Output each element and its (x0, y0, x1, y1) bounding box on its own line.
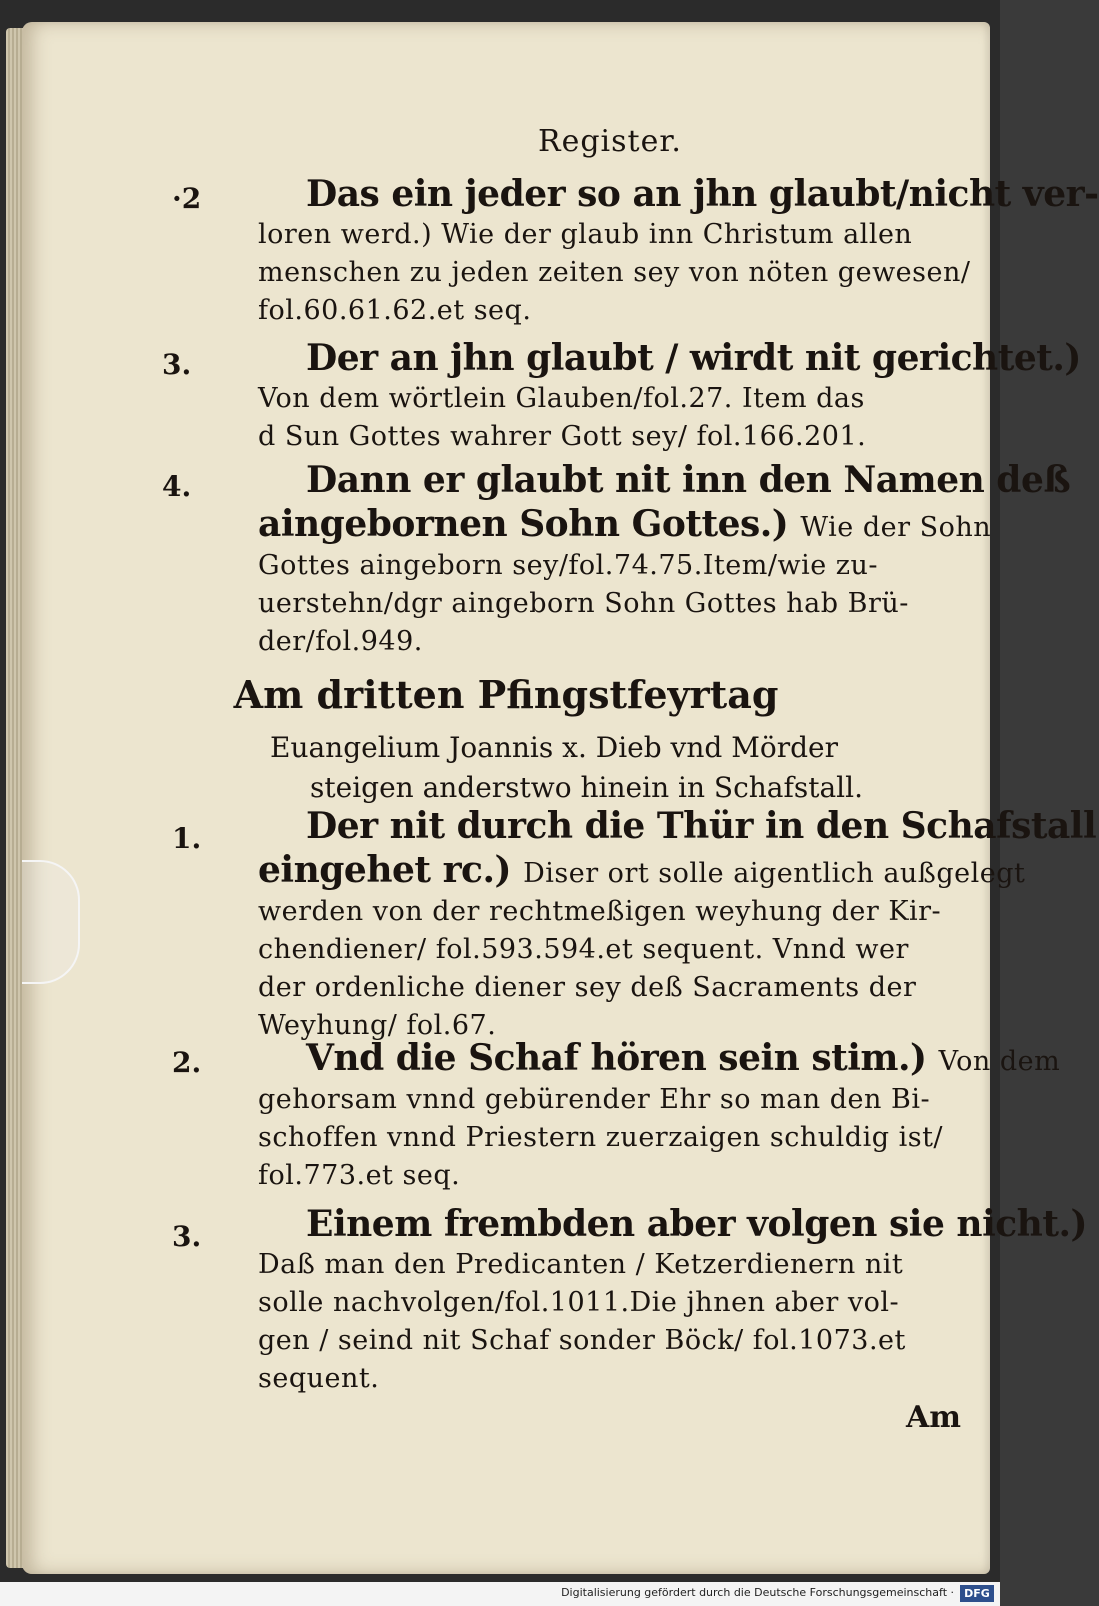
entry-lemma: Das ein jeder so an jhn glaubt/nicht ver- (306, 173, 1099, 215)
entry-text-line: schoffen vnnd Priestern zuerzaigen schuldig ist/ (258, 1122, 944, 1153)
entry-lemma-part: aingebornen Sohn Gottes.) (258, 503, 789, 545)
entry-text-line: der ordenliche diener sey deß Sacraments der (258, 972, 917, 1003)
entry-text-line: loren werd.) Wie der glaub inn Christum allen (258, 219, 913, 250)
entry-text-line: solle nachvolgen/fol.1011.Die jhnen aber vol- (258, 1287, 900, 1318)
entry-text-inline: Diser ort solle aigentlich außgelegt (523, 858, 1026, 889)
entry-lemma: Dann er glaubt nit inn den Namen deß (306, 459, 1071, 501)
entry-text-inline: Von dem (938, 1046, 1061, 1077)
entry-number: 3. (172, 1220, 202, 1253)
section-heading: Am dritten Pfingstfeyrtag (233, 672, 779, 717)
entry-lemma: Einem frembden aber volgen sie nicht.) (306, 1203, 1088, 1245)
entry-text-line: gen / seind nit Schaf sonder Böck/ fol.1073.et (258, 1325, 906, 1356)
entry-b3 (258, 1202, 1088, 1398)
entry-text-line: menschen zu jeden zeiten sey von nöten gewesen/ (258, 257, 971, 288)
entry-text-inline: Wie der Sohn (800, 512, 992, 543)
entry-number: 1. (172, 822, 202, 855)
entry-b1 (258, 804, 1097, 1045)
entry-text-line: uerstehn/dgr aingeborn Sohn Gottes hab Brü- (258, 588, 909, 619)
gospel-reference (270, 728, 863, 808)
entry-text-line: fol.773.et seq. (258, 1160, 461, 1191)
entry-lemma: Der nit durch die Thür in den Schafstall (306, 805, 1097, 847)
running-header: Register. (538, 124, 682, 159)
dfg-logo: DFG (960, 1585, 994, 1602)
book-page (22, 22, 1099, 1574)
gospel-line: steigen anderstwo hinein in Schafstall. (310, 771, 863, 804)
entry-text-line: sequent. (258, 1363, 380, 1394)
entry-text-line: Gottes aingeborn sey/fol.74.75.Item/wie zu- (258, 550, 879, 581)
entry-text-line: Weyhung/ fol.67. (258, 1010, 497, 1041)
catchword: Am (906, 1400, 962, 1435)
entry-lemma: Vnd die Schaf hören sein stim.) (306, 1037, 927, 1079)
entry-number: ·2 (172, 182, 202, 215)
entry-text-line: d Sun Gottes wahrer Gott sey/ fol.166.201. (258, 421, 867, 452)
entry-text-line: Von dem wörtlein Glauben/fol.27. Item das (258, 383, 865, 414)
entry-text-line: chendiener/ fol.593.594.et sequent. Vnnd wer (258, 934, 909, 965)
entry-4 (258, 458, 1071, 661)
entry-text-line: Daß man den Predicanten / Ketzerdienern nit (258, 1249, 904, 1280)
entry-text-line: gehorsam vnnd gebürender Ehr so man den Bi- (258, 1084, 931, 1115)
entry-lemma-part: eingehet rc.) (258, 849, 512, 891)
entry-3 (258, 336, 1081, 456)
entry-text-line: der/fol.949. (258, 626, 423, 657)
entry-number: 3. (162, 348, 192, 381)
entry-text-line: fol.60.61.62.et seq. (258, 295, 532, 326)
entry-lemma: Der an jhn glaubt / wirdt nit gerichtet.) (306, 337, 1081, 379)
footer-bar (0, 1582, 1000, 1606)
entry-number: 4. (162, 470, 192, 503)
footer-credit: Digitalisierung gefördert durch die Deutsche Forschungsgemeinschaft · (561, 1586, 954, 1599)
gospel-line: Euangelium Joannis x. Dieb vnd Mörder (270, 731, 839, 764)
page-clip (22, 860, 80, 984)
entry-number: 2. (172, 1046, 202, 1079)
entry-lemma (258, 502, 992, 547)
entry-b2 (258, 1036, 1061, 1195)
entry-2 (258, 172, 1099, 330)
entry-text-line: werden von der rechtmeßigen weyhung der Kir- (258, 896, 942, 927)
